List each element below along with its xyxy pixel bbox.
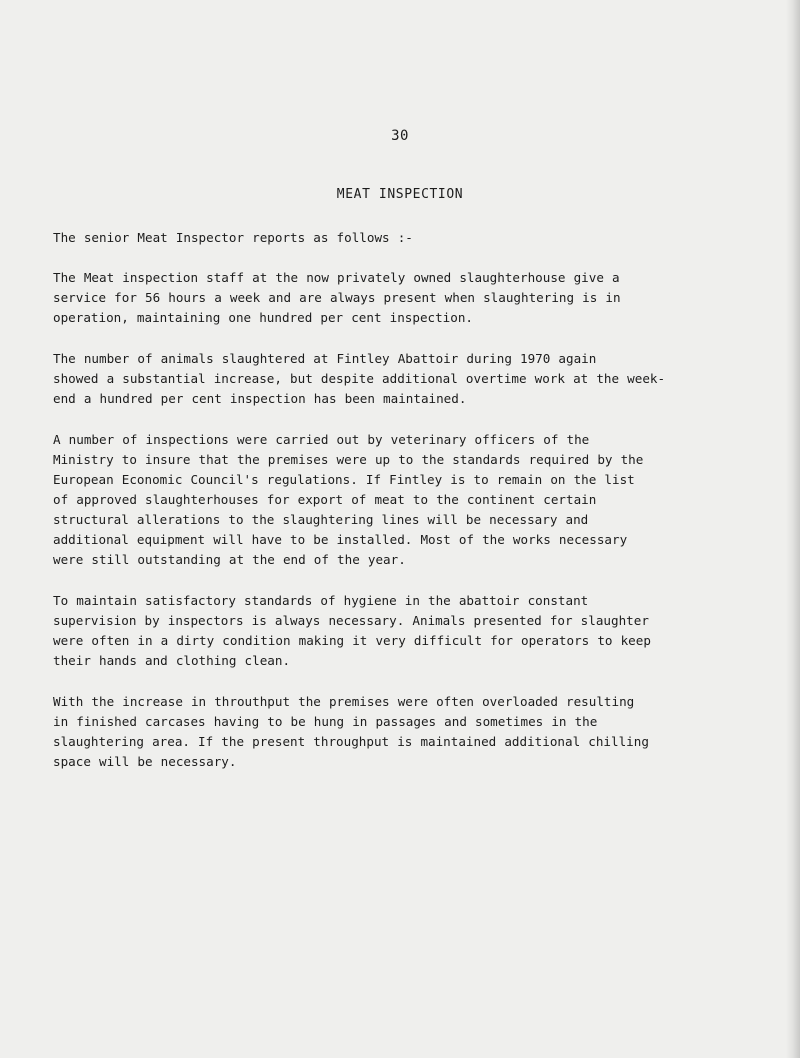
paragraph-hygiene-standards: To maintain satisfactory standards of hygiene in the abattoir constant supervision by inspectors is always necessary. Animals presented for slaughter were often in a dirty condition making it very difficult for operators to keep their hands and clothing clean. xyxy=(53,593,651,668)
section-heading: MEAT INSPECTION xyxy=(336,187,464,202)
paragraph-ministry-inspections: A number of inspections were carried out by veterinary officers of the Ministry to insure that the premises were up to the standards required by the European Economic Council's regulations. If Fintley is to remain on the list of approved slaughterhouses for export of meat to the continent certain structural allerations to the slaughtering lines will be necessary and additional equipment will have to be installed. Most of the works necessary were still outstanding at the end of the year. xyxy=(53,432,644,567)
paragraph-staff-service: The Meat inspection staff at the now privately owned slaughterhouse give a service for 56 hours a week and are always present when slaughtering is in operation, maintaining one hundred per cent inspection. xyxy=(53,270,621,325)
intro-line: The senior Meat Inspector reports as follows :- xyxy=(53,230,413,245)
page-edge-shadow xyxy=(786,0,800,1058)
page-number: 30 xyxy=(391,128,409,144)
paragraph-animals-slaughtered: The number of animals slaughtered at Fintley Abattoir during 1970 again showed a substantial increase, but despite additional overtime work at the week- end a hundred per cent inspection has been maintained. xyxy=(53,351,666,406)
report-body xyxy=(53,228,765,772)
paragraph-throughput: With the increase in throuthput the premises were often overloaded resulting in finished carcases having to be hung in passages and sometimes in the slaughtering area. If the present throughput is maintained additional chilling space will be necessary. xyxy=(53,694,649,769)
